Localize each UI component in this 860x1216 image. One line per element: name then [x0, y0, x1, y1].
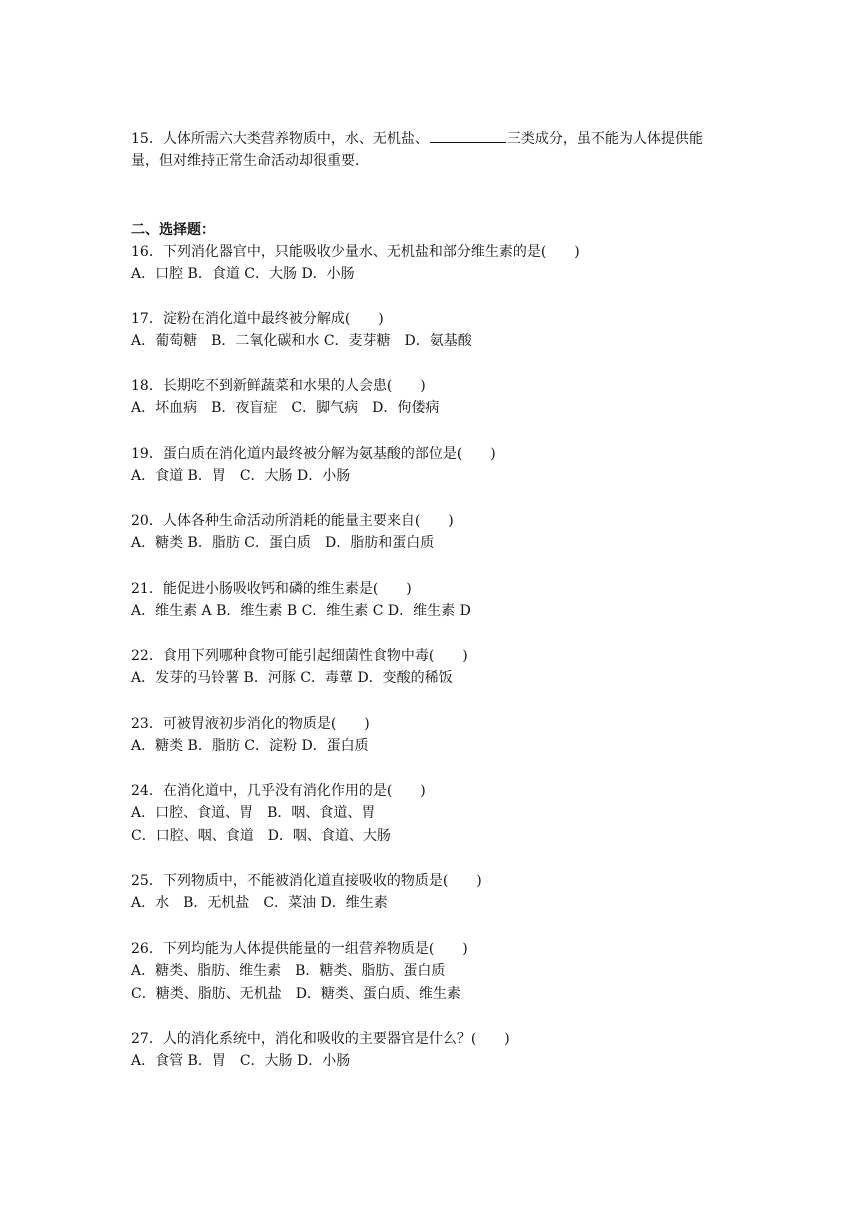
question-15-text-a: 15．人体所需六大类营养物质中，水、无机盐、: [131, 131, 429, 147]
question-24-options-row-2: C．口腔、咽、食道 D．咽、食道、大肠: [131, 828, 391, 844]
question-19-options: A．食道 B．胃 C．大肠 D．小肠: [131, 468, 351, 484]
question-26-options-row-2: C．糖类、脂肪、无机盐 D．糖类、蛋白质、维生素: [131, 986, 461, 1002]
question-18-stem: 18．长期吃不到新鲜蔬菜和水果的人会患( ): [131, 378, 426, 394]
question-16-options: A．口腔 B．食道 C．大肠 D．小肠: [131, 266, 355, 282]
question-17-stem: 17．淀粉在消化道中最终被分解成( ): [131, 311, 384, 327]
question-27-stem: 27．人的消化系统中，消化和吸收的主要器官是什么？( ): [131, 1031, 510, 1047]
question-18-options: A．坏血病 B．夜盲症 C．脚气病 D．佝偻病: [131, 400, 440, 416]
question-22-stem: 22．食用下列哪种食物可能引起细菌性食物中毒( ): [131, 648, 468, 664]
question-22-options: A．发芽的马铃薯 B．河豚 C．毒蕈 D．变酸的稀饭: [131, 670, 453, 686]
question-24-stem: 24．在消化道中，几乎没有消化作用的是( ): [131, 783, 426, 799]
question-19-stem: 19．蛋白质在消化道内最终被分解为氨基酸的部位是( ): [131, 446, 496, 462]
question-25-options: A．水 B．无机盐 C．菜油 D．维生素: [131, 895, 388, 911]
question-15-line-2: 量，但对维持正常生命活动却很重要．: [131, 153, 369, 169]
question-15-line-1: [131, 128, 703, 148]
question-23-options: A．糖类 B．脂肪 C．淀粉 D．蛋白质: [131, 738, 369, 754]
question-20-options: A．糖类 B．脂肪 C．蛋白质 D．脂肪和蛋白质: [131, 535, 435, 551]
question-26-options-row-1: A．糖类、脂肪、维生素 B．糖类、脂肪、蛋白质: [131, 963, 446, 979]
question-16-stem: 16．下列消化器官中，只能吸收少量水、无机盐和部分维生素的是( ): [131, 244, 580, 260]
question-15-blank[interactable]: [430, 128, 506, 143]
question-17-options: A．葡萄糖 B．二氧化碳和水 C．麦芽糖 D．氨基酸: [131, 333, 472, 349]
question-21-options: A．维生素 A B．维生素 B C．维生素 C D．维生素 D: [131, 603, 471, 619]
question-27-options: A．食管 B．胃 C．大肠 D．小肠: [131, 1053, 351, 1069]
question-26-stem: 26．下列均能为人体提供能量的一组营养物质是( ): [131, 941, 468, 957]
question-23-stem: 23．可被胃液初步消化的物质是( ): [131, 716, 370, 732]
question-25-stem: 25．下列物质中，不能被消化道直接吸收的物质是( ): [131, 873, 482, 889]
question-15-text-b: 三类成分，虽不能为人体提供能: [506, 131, 703, 147]
question-20-stem: 20．人体各种生命活动所消耗的能量主要来自( ): [131, 513, 454, 529]
question-24-options-row-1: A．口腔、食道、胃 B．咽、食道、胃: [131, 805, 376, 821]
section-title: 二、选择题：: [131, 222, 215, 238]
question-21-stem: 21．能促进小肠吸收钙和磷的维生素是( ): [131, 581, 412, 597]
